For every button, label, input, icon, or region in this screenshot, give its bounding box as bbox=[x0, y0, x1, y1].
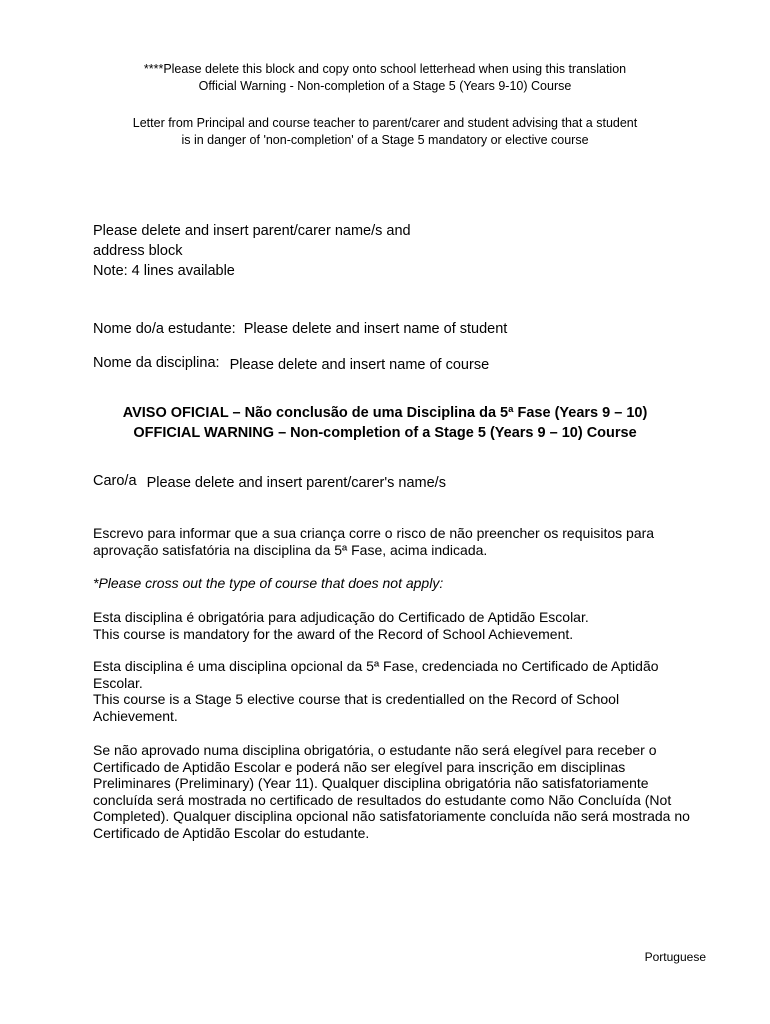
mandatory-english: This course is mandatory for the award of the Record of School Achievement. bbox=[93, 625, 574, 642]
student-name-value: Please delete and insert name of student bbox=[243, 321, 508, 337]
footer-language: Portuguese bbox=[644, 950, 706, 964]
student-name-field bbox=[93, 321, 693, 338]
elective-english: This course is a Stage 5 elective course that is credentialled on the Record of School Achievement. bbox=[93, 691, 620, 724]
address-line-1: Please delete and insert parent/carer name/s and bbox=[93, 223, 411, 239]
address-line-2: address block bbox=[93, 243, 183, 259]
intro-paragraph: Escrevo para informar que a sua criança corre o risco de não preencher os requisitos para aprovação satisfatória na disciplina da 5ª Fase, acima indicada. bbox=[93, 525, 655, 558]
heading-portuguese: AVISO OFICIAL – Não conclusão de uma Disciplina da 5ª Fase (Years 9 – 10) bbox=[122, 405, 648, 421]
mandatory-course-option bbox=[93, 609, 693, 642]
letter-heading bbox=[60, 403, 710, 443]
instruction-line-2: Official Warning - Non-completion of a Stage 5 (Years 9-10) Course bbox=[198, 79, 572, 93]
instruction-line-1: ****Please delete this block and copy onto school letterhead when using this translation bbox=[143, 62, 627, 76]
instruction-block bbox=[60, 61, 710, 95]
cross-out-instruction: *Please cross out the type of course that does not apply: bbox=[93, 575, 444, 591]
letter-description bbox=[60, 115, 710, 149]
consequence-paragraph: Se não aprovado numa disciplina obrigatória, o estudante não será elegível para receber o Certificado de Aptidão Escolar e poderá não ser elegível para inscrição em disciplinas Preliminares (Preliminary) (Year 11). Qualquer disciplina obrigatória não satisfatoriamente concluída será mostrada no certificado de resultados do estudante como Não Concluída (Not Completed). Qualquer disciplina opcional não satisfatoriamente concluída não será mostrada no Certificado de Aptidão Escolar do estudante. bbox=[93, 742, 690, 841]
mandatory-portuguese: Esta disciplina é obrigatória para adjudicação do Certificado de Aptidão Escolar. bbox=[93, 609, 589, 625]
course-name-field bbox=[93, 355, 693, 372]
description-line-2: is in danger of 'non-completion' of a Stage 5 mandatory or elective course bbox=[181, 133, 589, 147]
elective-portuguese: Esta disciplina é uma disciplina opcional da 5ª Fase, credenciada no Certificado de Aptidão Escolar. bbox=[93, 658, 659, 691]
address-note: Note: 4 lines available bbox=[93, 263, 235, 279]
course-name-value: Please delete and insert name of course bbox=[229, 357, 490, 373]
student-name-label: Nome do/a estudante: bbox=[93, 321, 236, 337]
course-name-label: Nome da disciplina: bbox=[93, 355, 220, 371]
elective-course-option bbox=[93, 658, 693, 724]
description-line-1: Letter from Principal and course teacher to parent/carer and student advising that a student bbox=[132, 116, 638, 130]
heading-english: OFFICIAL WARNING – Non-completion of a Stage 5 (Years 9 – 10) Course bbox=[133, 425, 637, 441]
salutation bbox=[93, 473, 693, 490]
address-block bbox=[93, 221, 693, 281]
salutation-value: Please delete and insert parent/carer's name/s bbox=[146, 475, 446, 491]
salutation-label: Caro/a bbox=[93, 473, 137, 489]
